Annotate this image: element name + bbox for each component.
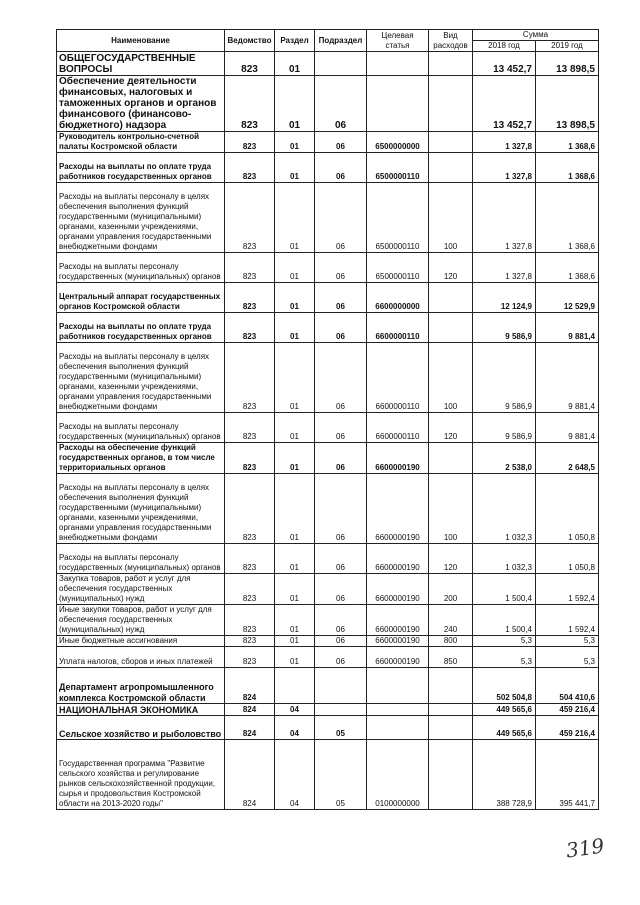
table-row <box>57 574 599 605</box>
row-target: 6600000190 <box>367 574 429 605</box>
row-target: 6600000190 <box>367 636 429 647</box>
row-name: Расходы на выплаты по оплате труда работников государственных органов <box>57 313 225 343</box>
table-row <box>57 283 599 313</box>
row-subsection: 05 <box>315 716 367 740</box>
row-kind <box>429 740 473 810</box>
row-sum-2019: 1 592,4 <box>536 605 599 636</box>
row-kind: 120 <box>429 413 473 443</box>
table-row <box>57 132 599 153</box>
row-name: Расходы на выплаты по оплате труда работников государственных органов <box>57 153 225 183</box>
row-dept: 823 <box>225 132 275 153</box>
row-sum-2018: 1 032,3 <box>473 544 536 574</box>
table-row <box>57 647 599 668</box>
row-sum-2019: 9 881,4 <box>536 313 599 343</box>
row-kind: 800 <box>429 636 473 647</box>
row-dept: 823 <box>225 253 275 283</box>
row-sum-2018: 449 565,6 <box>473 704 536 716</box>
row-sum-2019: 5,3 <box>536 647 599 668</box>
row-subsection: 06 <box>315 647 367 668</box>
row-section: 01 <box>275 605 315 636</box>
header-target: Целевая статья <box>367 30 429 52</box>
row-dept: 824 <box>225 668 275 704</box>
row-target: 6600000110 <box>367 313 429 343</box>
row-kind: 100 <box>429 474 473 544</box>
row-name: Центральный аппарат государственных органов Костромской области <box>57 283 225 313</box>
row-name: Государственная программа "Развитие сельского хозяйства и регулирование рынков сельскохозяйственной продукции, сырья и продовольствия Костромской области на 2013-2020 годы" <box>57 740 225 810</box>
table-row <box>57 76 599 132</box>
row-target <box>367 668 429 704</box>
row-target: 6600000190 <box>367 474 429 544</box>
row-name: Расходы на выплаты персоналу государственных (муниципальных) органов <box>57 544 225 574</box>
row-section: 01 <box>275 574 315 605</box>
table-row <box>57 343 599 413</box>
row-name: Департамент агропромышленного комплекса Костромской области <box>57 668 225 704</box>
row-sum-2019: 1 368,6 <box>536 153 599 183</box>
row-name: Расходы на выплаты персоналу государственных (муниципальных) органов <box>57 413 225 443</box>
row-kind: 850 <box>429 647 473 668</box>
row-sum-2019: 1 368,6 <box>536 183 599 253</box>
row-dept: 823 <box>225 443 275 474</box>
row-dept: 823 <box>225 605 275 636</box>
row-name: Расходы на выплаты персоналу в целях обеспечения выполнения функций государственными (муниципальными) органами, казенными учреждениями, органами управления государственными внебюджетными фондами <box>57 343 225 413</box>
row-name: Иные бюджетные ассигнования <box>57 636 225 647</box>
row-sum-2018: 1 500,4 <box>473 574 536 605</box>
row-sum-2018: 5,3 <box>473 636 536 647</box>
row-sum-2018: 1 327,8 <box>473 153 536 183</box>
row-sum-2018: 13 452,7 <box>473 52 536 76</box>
budget-table <box>56 29 599 810</box>
header-sum: Сумма <box>473 30 599 41</box>
row-target: 6500000110 <box>367 153 429 183</box>
row-name: ОБЩЕГОСУДАРСТВЕННЫЕ ВОПРОСЫ <box>57 52 225 76</box>
row-target: 6600000190 <box>367 647 429 668</box>
row-dept: 823 <box>225 636 275 647</box>
row-section: 01 <box>275 183 315 253</box>
row-target <box>367 52 429 76</box>
row-dept: 823 <box>225 76 275 132</box>
row-sum-2019: 1 050,8 <box>536 544 599 574</box>
row-target <box>367 716 429 740</box>
row-sum-2018: 13 452,7 <box>473 76 536 132</box>
row-name: Иные закупки товаров, работ и услуг для обеспечения государственных (муниципальных) нужд <box>57 605 225 636</box>
row-target <box>367 76 429 132</box>
row-kind <box>429 283 473 313</box>
row-section: 01 <box>275 647 315 668</box>
row-sum-2019: 1 050,8 <box>536 474 599 544</box>
row-kind <box>429 443 473 474</box>
row-sum-2019: 1 592,4 <box>536 574 599 605</box>
row-subsection: 06 <box>315 132 367 153</box>
row-name: Уплата налогов, сборов и иных платежей <box>57 647 225 668</box>
row-subsection: 06 <box>315 474 367 544</box>
header-kind: Вид расходов <box>429 30 473 52</box>
row-sum-2018: 2 538,0 <box>473 443 536 474</box>
row-section <box>275 668 315 704</box>
row-section: 01 <box>275 153 315 183</box>
row-sum-2019: 2 648,5 <box>536 443 599 474</box>
table-row <box>57 474 599 544</box>
table-row <box>57 740 599 810</box>
row-sum-2019: 1 368,6 <box>536 132 599 153</box>
table-row <box>57 704 599 716</box>
table-row <box>57 183 599 253</box>
row-target <box>367 704 429 716</box>
row-target: 6500000000 <box>367 132 429 153</box>
header-name: Наименование <box>57 30 225 52</box>
row-subsection: 06 <box>315 283 367 313</box>
table-row <box>57 443 599 474</box>
row-dept: 823 <box>225 474 275 544</box>
row-dept: 823 <box>225 313 275 343</box>
header-subsection: Подраздел <box>315 30 367 52</box>
row-sum-2018: 1 327,8 <box>473 253 536 283</box>
handwritten-page-number: 319 <box>564 833 606 863</box>
row-subsection <box>315 52 367 76</box>
row-section: 01 <box>275 413 315 443</box>
row-sum-2019: 13 898,5 <box>536 52 599 76</box>
row-sum-2018: 449 565,6 <box>473 716 536 740</box>
row-name: Сельское хозяйство и рыболовство <box>57 716 225 740</box>
row-subsection <box>315 704 367 716</box>
row-sum-2018: 9 586,9 <box>473 413 536 443</box>
row-sum-2018: 9 586,9 <box>473 313 536 343</box>
row-section: 01 <box>275 636 315 647</box>
row-section: 01 <box>275 253 315 283</box>
row-target: 6600000190 <box>367 443 429 474</box>
row-target: 6500000110 <box>367 183 429 253</box>
row-name: Расходы на выплаты персоналу в целях обеспечения выполнения функций государственными (муниципальными) органами, казенными учреждениями, органами управления государственными внебюджетными фондами <box>57 183 225 253</box>
table-row <box>57 413 599 443</box>
row-sum-2019: 12 529,9 <box>536 283 599 313</box>
row-sum-2019: 9 881,4 <box>536 413 599 443</box>
row-name: Руководитель контрольно-счетной палаты Костромской области <box>57 132 225 153</box>
row-section: 01 <box>275 443 315 474</box>
header-2018: 2018 год <box>473 41 536 52</box>
row-kind <box>429 704 473 716</box>
row-kind: 200 <box>429 574 473 605</box>
row-section: 01 <box>275 343 315 413</box>
row-dept: 823 <box>225 413 275 443</box>
row-kind: 120 <box>429 253 473 283</box>
row-sum-2018: 1 327,8 <box>473 183 536 253</box>
table-row <box>57 544 599 574</box>
row-name: Обеспечение деятельности финансовых, налоговых и таможенных органов и органов финансового (финансово-бюджетного) надзора <box>57 76 225 132</box>
row-sum-2018: 1 032,3 <box>473 474 536 544</box>
row-kind <box>429 313 473 343</box>
row-kind <box>429 76 473 132</box>
row-target: 6600000110 <box>367 413 429 443</box>
row-subsection: 06 <box>315 636 367 647</box>
row-name: Расходы на обеспечение функций государственных органов, в том числе территориальных органов <box>57 443 225 474</box>
row-sum-2018: 1 500,4 <box>473 605 536 636</box>
row-section: 01 <box>275 544 315 574</box>
row-target: 6600000110 <box>367 343 429 413</box>
row-sum-2018: 5,3 <box>473 647 536 668</box>
row-section: 01 <box>275 76 315 132</box>
table-row <box>57 668 599 704</box>
row-kind: 100 <box>429 343 473 413</box>
row-sum-2019: 395 441,7 <box>536 740 599 810</box>
row-target: 6500000110 <box>367 253 429 283</box>
row-kind <box>429 132 473 153</box>
row-sum-2019: 504 410,6 <box>536 668 599 704</box>
table-row <box>57 253 599 283</box>
row-target: 6600000190 <box>367 605 429 636</box>
row-sum-2018: 388 728,9 <box>473 740 536 810</box>
row-section: 01 <box>275 132 315 153</box>
row-dept: 823 <box>225 544 275 574</box>
row-sum-2019: 459 216,4 <box>536 716 599 740</box>
row-dept: 823 <box>225 343 275 413</box>
row-name: Закупка товаров, работ и услуг для обеспечения государственных (муниципальных) нужд <box>57 574 225 605</box>
row-dept: 823 <box>225 183 275 253</box>
table-row <box>57 313 599 343</box>
row-subsection: 06 <box>315 413 367 443</box>
row-section: 01 <box>275 283 315 313</box>
row-kind <box>429 716 473 740</box>
header-dept: Ведомство <box>225 30 275 52</box>
row-dept: 823 <box>225 574 275 605</box>
row-subsection: 06 <box>315 76 367 132</box>
row-subsection: 06 <box>315 253 367 283</box>
row-sum-2019: 1 368,6 <box>536 253 599 283</box>
row-subsection: 06 <box>315 183 367 253</box>
row-dept: 823 <box>225 52 275 76</box>
row-kind <box>429 52 473 76</box>
table-row <box>57 636 599 647</box>
row-target: 0100000000 <box>367 740 429 810</box>
row-section: 04 <box>275 704 315 716</box>
row-subsection <box>315 668 367 704</box>
row-sum-2019: 13 898,5 <box>536 76 599 132</box>
table-row <box>57 716 599 740</box>
row-kind <box>429 668 473 704</box>
row-sum-2019: 5,3 <box>536 636 599 647</box>
row-section: 04 <box>275 716 315 740</box>
row-subsection: 06 <box>315 153 367 183</box>
row-sum-2019: 9 881,4 <box>536 343 599 413</box>
row-section: 04 <box>275 740 315 810</box>
row-subsection: 06 <box>315 544 367 574</box>
row-section: 01 <box>275 52 315 76</box>
row-kind: 120 <box>429 544 473 574</box>
row-sum-2019: 459 216,4 <box>536 704 599 716</box>
table-row <box>57 605 599 636</box>
row-target: 6600000000 <box>367 283 429 313</box>
row-sum-2018: 1 327,8 <box>473 132 536 153</box>
row-kind: 100 <box>429 183 473 253</box>
row-subsection: 06 <box>315 574 367 605</box>
row-subsection: 06 <box>315 443 367 474</box>
row-kind: 240 <box>429 605 473 636</box>
row-sum-2018: 12 124,9 <box>473 283 536 313</box>
header-section: Раздел <box>275 30 315 52</box>
row-dept: 823 <box>225 153 275 183</box>
row-section: 01 <box>275 313 315 343</box>
row-target: 6600000190 <box>367 544 429 574</box>
table-row <box>57 153 599 183</box>
row-name: НАЦИОНАЛЬНАЯ ЭКОНОМИКА <box>57 704 225 716</box>
table-row <box>57 52 599 76</box>
row-sum-2018: 9 586,9 <box>473 343 536 413</box>
row-section: 01 <box>275 474 315 544</box>
row-name: Расходы на выплаты персоналу государственных (муниципальных) органов <box>57 253 225 283</box>
header-2019: 2019 год <box>536 41 599 52</box>
row-subsection: 05 <box>315 740 367 810</box>
row-dept: 824 <box>225 740 275 810</box>
row-dept: 823 <box>225 647 275 668</box>
row-subsection: 06 <box>315 343 367 413</box>
row-name: Расходы на выплаты персоналу в целях обеспечения выполнения функций государственными (муниципальными) органами, казенными учреждениями, органами управления государственными внебюджетными фондами <box>57 474 225 544</box>
row-kind <box>429 153 473 183</box>
row-dept: 824 <box>225 716 275 740</box>
row-dept: 823 <box>225 283 275 313</box>
row-subsection: 06 <box>315 313 367 343</box>
row-sum-2018: 502 504,8 <box>473 668 536 704</box>
row-dept: 824 <box>225 704 275 716</box>
row-subsection: 06 <box>315 605 367 636</box>
